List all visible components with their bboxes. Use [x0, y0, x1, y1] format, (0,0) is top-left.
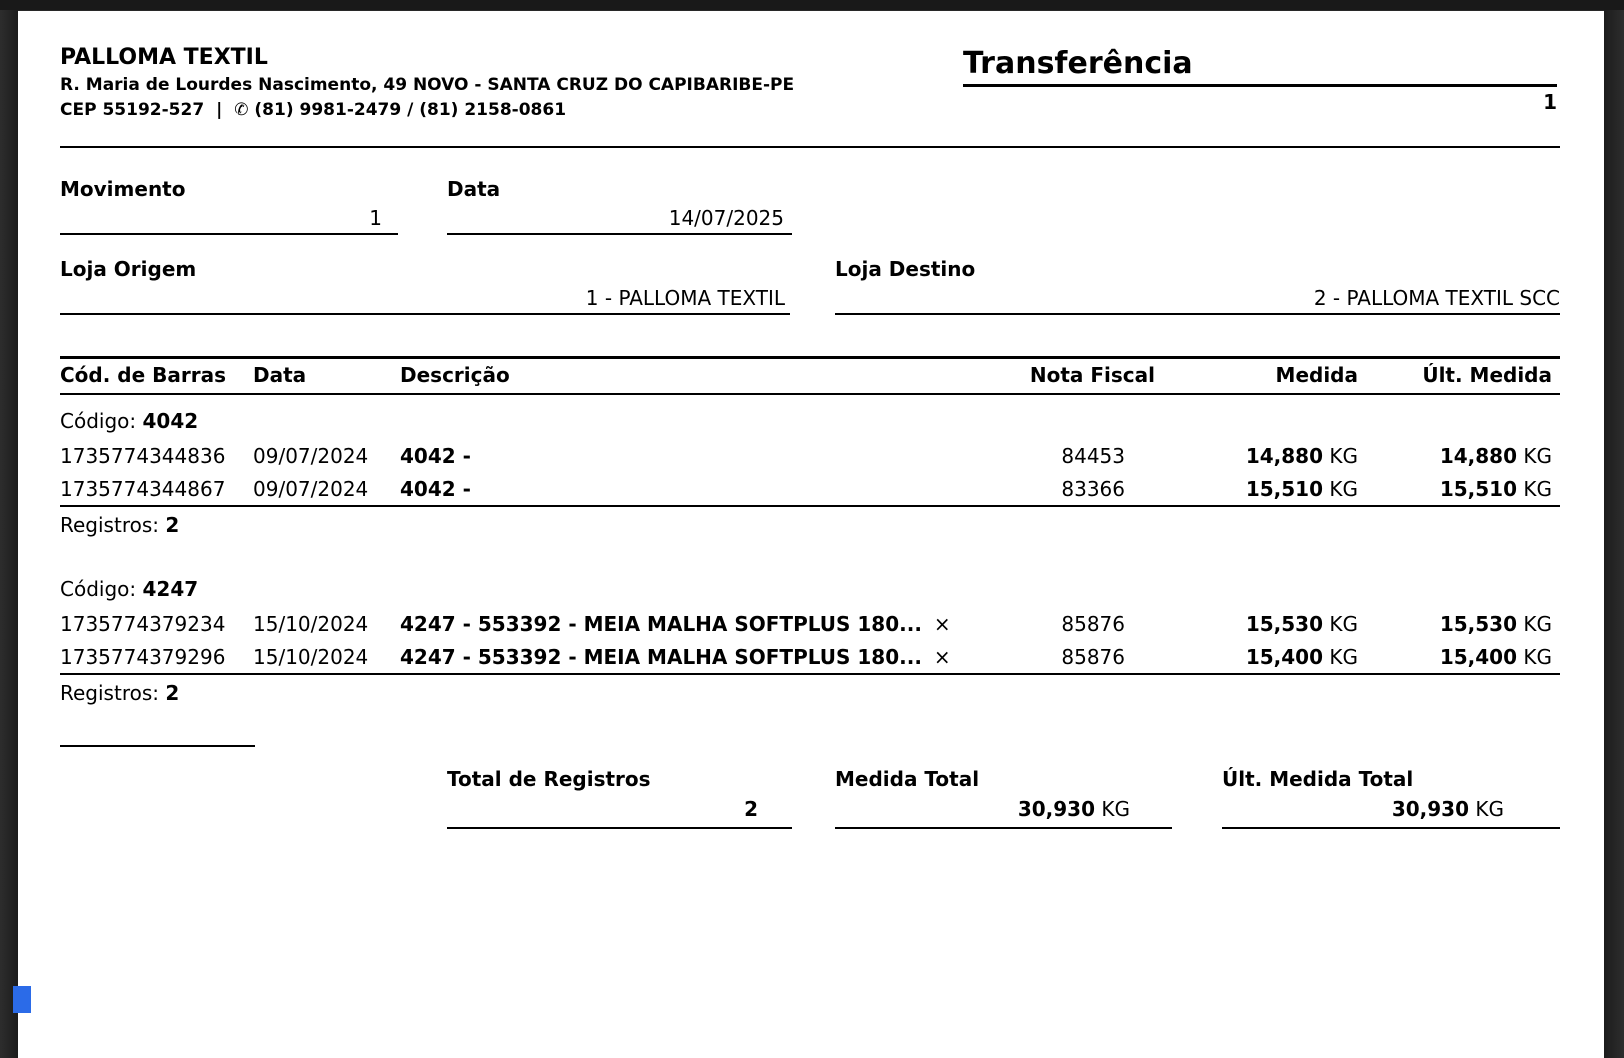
group-registros [60, 681, 1560, 705]
title-block [963, 47, 1557, 114]
table-row [60, 439, 1560, 472]
ult-medida-unit: KG [1517, 443, 1552, 468]
medida-unit: KG [1323, 476, 1358, 501]
items-table [60, 356, 1560, 747]
ult-medida-unit: KG [1517, 476, 1552, 501]
ult-medida-total-unit: KG [1469, 797, 1504, 821]
header-description: Descrição [400, 363, 510, 387]
description-text: 4042 - [400, 443, 471, 468]
total-registros-value: 2 [744, 797, 758, 821]
page-content [60, 11, 1560, 1058]
barcode-cell: 1735774379234 [60, 611, 226, 636]
page-number: 1 [1543, 90, 1557, 114]
header-date: Data [253, 363, 307, 387]
ult-medida-total [1222, 767, 1560, 829]
ult-medida-cell [1358, 612, 1560, 636]
description-text: 4247 - 553392 - MEIA MALHA SOFTPLUS 180... [400, 611, 922, 636]
codigo-label: Código: [60, 577, 137, 601]
header-medida: Medida [1275, 363, 1358, 387]
total-registros-label: Total de Registros [447, 767, 651, 791]
medida-unit: KG [1323, 611, 1358, 636]
header-ult-medida: Últ. Medida [1422, 363, 1552, 387]
table-row [60, 640, 1560, 673]
table-row [60, 472, 1560, 505]
medida-total [835, 767, 1172, 829]
registros-label: Registros: [60, 513, 159, 537]
medida-total-number: 30,930 [1017, 797, 1096, 821]
registros-value: 2 [165, 513, 180, 537]
company-contact-line [60, 100, 794, 121]
codigo-value: 4247 [142, 577, 199, 601]
table-header-row [60, 356, 1560, 395]
separator: | [216, 100, 223, 120]
medida-value: 14,880 [1245, 443, 1324, 468]
medida-value: 15,400 [1245, 644, 1324, 669]
signature-line [60, 745, 255, 747]
medida-total-unit: KG [1095, 797, 1130, 821]
viewer-left-margin [0, 10, 18, 1058]
group-rows [60, 439, 1560, 505]
date-cell: 15/10/2024 [253, 644, 369, 669]
close-icon: × [933, 611, 951, 636]
ult-medida-unit: KG [1517, 644, 1552, 669]
loja-destino-value: 2 - PALLOMA TEXTIL SCC [1313, 286, 1560, 310]
ult-medida-total-label: Últ. Medida Total [1222, 767, 1414, 791]
nota-fiscal-cell: 85876 [1061, 611, 1125, 636]
medida-total-value [835, 797, 1172, 821]
group-divider [60, 505, 1560, 507]
description-text: 4042 - [400, 476, 471, 501]
ult-medida-value: 14,880 [1439, 443, 1518, 468]
field-data [447, 177, 792, 235]
ult-medida-cell [1358, 645, 1560, 669]
group-divider [60, 673, 1560, 675]
date-cell: 09/07/2024 [253, 476, 369, 501]
barcode-cell: 1735774344867 [60, 476, 226, 501]
report-title: Transferência [963, 47, 1557, 87]
close-icon: × [933, 644, 951, 669]
document-page [18, 11, 1604, 1058]
item-group [60, 409, 1560, 537]
codigo-value: 4042 [142, 409, 199, 433]
data-label: Data [447, 177, 501, 201]
medida-cell [1155, 444, 1358, 468]
description-text: 4247 - 553392 - MEIA MALHA SOFTPLUS 180... [400, 644, 922, 669]
movimento-label: Movimento [60, 177, 186, 201]
ult-medida-cell [1358, 444, 1560, 468]
phone-icon: ✆ [234, 100, 249, 120]
viewer-top-strip [0, 0, 1624, 10]
group-registros [60, 513, 1560, 537]
medida-total-label: Medida Total [835, 767, 980, 791]
loja-destino-label: Loja Destino [835, 257, 976, 281]
item-group [60, 577, 1560, 705]
field-loja-origem [60, 257, 790, 315]
header-barcode: Cód. de Barras [60, 363, 227, 387]
viewer-right-margin [1604, 10, 1624, 1058]
nota-fiscal-cell: 85876 [1061, 644, 1125, 669]
data-value: 14/07/2025 [668, 206, 784, 230]
barcode-cell: 1735774344836 [60, 443, 226, 468]
total-registros [447, 767, 792, 829]
header-nota-fiscal: Nota Fiscal [1029, 363, 1155, 387]
company-address: R. Maria de Lourdes Nascimento, 49 NOVO - SANTA CRUZ DO CAPIBARIBE-PE [60, 75, 795, 95]
description-cell [400, 612, 985, 636]
ult-medida-unit: KG [1517, 611, 1552, 636]
medida-value: 15,530 [1245, 611, 1324, 636]
description-cell [400, 444, 985, 468]
date-cell: 09/07/2024 [253, 443, 369, 468]
medida-unit: KG [1323, 443, 1358, 468]
field-loja-destino [835, 257, 1560, 315]
description-cell [400, 477, 985, 501]
group-rows [60, 607, 1560, 673]
nota-fiscal-cell: 83366 [1061, 476, 1125, 501]
barcode-cell: 1735774379296 [60, 644, 226, 669]
ult-medida-total-value [1222, 797, 1560, 821]
cursor-marker [13, 986, 31, 1013]
medida-cell [1155, 612, 1358, 636]
ult-medida-value: 15,530 [1439, 611, 1518, 636]
description-cell [400, 645, 985, 669]
registros-value: 2 [165, 681, 180, 705]
group-code-line [60, 577, 1560, 601]
date-cell: 15/10/2024 [253, 611, 369, 636]
movimento-value: 1 [369, 206, 382, 230]
company-name: PALLOMA TEXTIL [60, 45, 268, 70]
medida-unit: KG [1323, 644, 1358, 669]
medida-cell [1155, 477, 1358, 501]
registros-label: Registros: [60, 681, 159, 705]
ult-medida-value: 15,510 [1439, 476, 1518, 501]
loja-origem-value: 1 - PALLOMA TEXTIL [585, 286, 785, 310]
loja-origem-label: Loja Origem [60, 257, 197, 281]
codigo-label: Código: [60, 409, 137, 433]
nota-fiscal-cell: 84453 [1061, 443, 1125, 468]
group-code-line [60, 409, 1560, 433]
ult-medida-cell [1358, 477, 1560, 501]
ult-medida-total-number: 30,930 [1391, 797, 1470, 821]
ult-medida-value: 15,400 [1439, 644, 1518, 669]
medida-value: 15,510 [1245, 476, 1324, 501]
company-header [60, 45, 794, 121]
medida-cell [1155, 645, 1358, 669]
table-row [60, 607, 1560, 640]
header-divider [60, 146, 1560, 148]
field-movimento [60, 177, 398, 235]
company-cep: CEP 55192-527 [60, 100, 205, 120]
company-phones: (81) 9981-2479 / (81) 2158-0861 [254, 100, 567, 120]
